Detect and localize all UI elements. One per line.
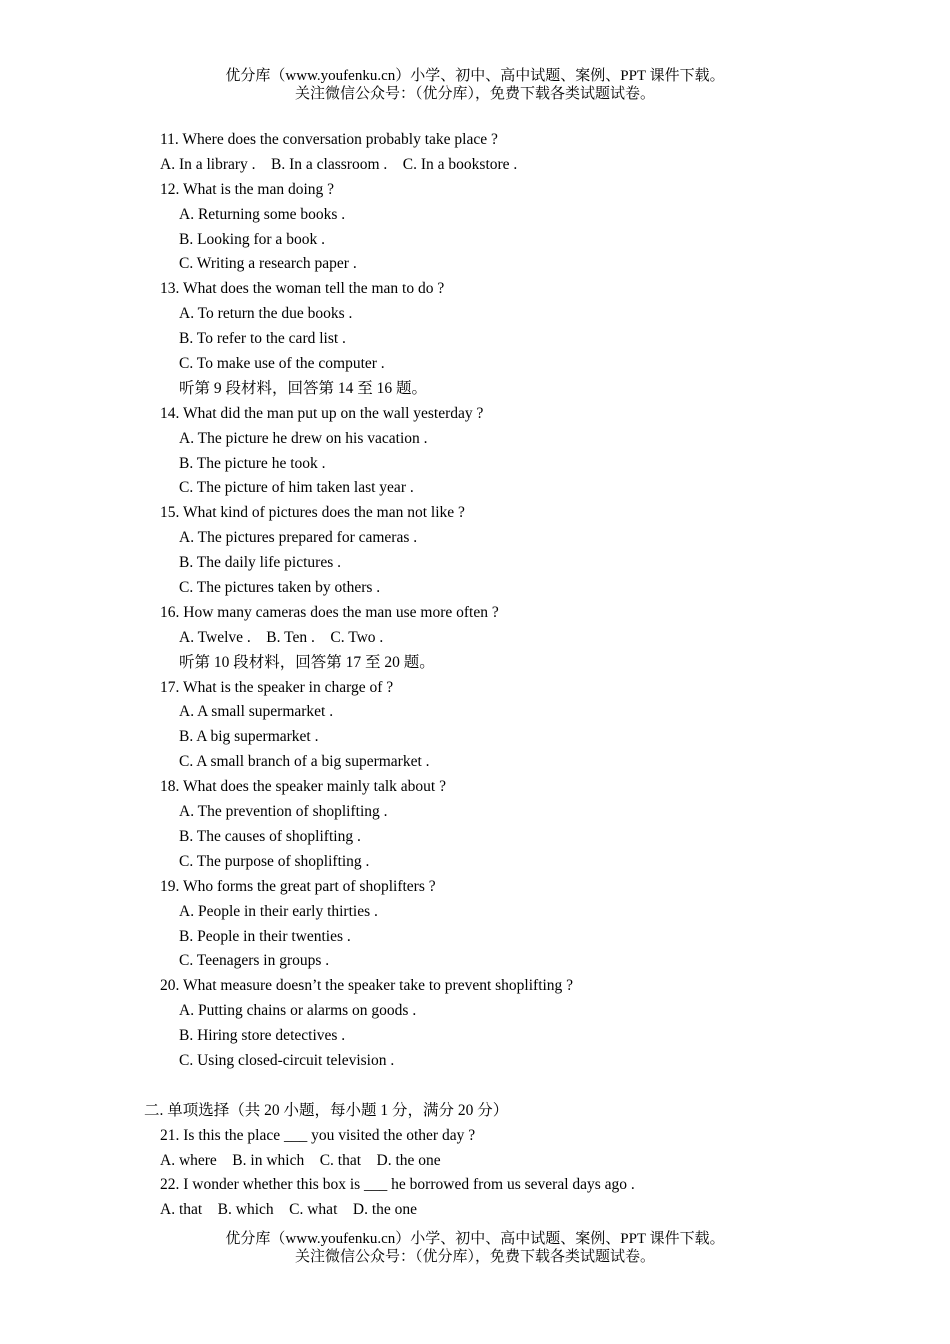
question-16-options: A. Twelve . B. Ten . C. Two .	[179, 628, 384, 646]
question-18: 18. What does the speaker mainly talk about ?	[160, 778, 446, 796]
question-17-option-a: A. A small supermarket .	[179, 703, 334, 721]
page-header	[0, 67, 950, 103]
question-14-option-a: A. The picture he drew on his vacation .	[179, 429, 428, 447]
question-22-options: A. that B. which C. what D. the one	[160, 1201, 418, 1219]
page-footer	[0, 1230, 950, 1266]
question-12-option-a: A. Returning some books .	[179, 205, 346, 223]
question-15-option-c: C. The pictures taken by others .	[179, 579, 381, 597]
question-17-option-b: B. A big supermarket .	[179, 728, 319, 746]
footer-line-1: 优分库（www.youfenku.cn）小学、初中、高中试题、案例、PPT 课件下载。	[225, 1231, 725, 1247]
question-19: 19. Who forms the great part of shoplifters ?	[160, 877, 436, 895]
question-14-option-b: B. The picture he took .	[179, 454, 326, 472]
question-13-option-b: B. To refer to the card list .	[179, 330, 346, 348]
question-14-option-c: C. The picture of him taken last year .	[179, 479, 414, 497]
listening-instruction-9: 听第 9 段材料，回答第 14 至 16 题。	[179, 379, 428, 397]
question-15-option-a: A. The pictures prepared for cameras .	[179, 529, 418, 547]
question-17: 17. What is the speaker in charge of ?	[160, 678, 394, 696]
question-20: 20. What measure doesn’t the speaker take to prevent shoplifting ?	[160, 977, 574, 995]
question-15: 15. What kind of pictures does the man not like ?	[160, 504, 465, 522]
question-19-option-c: C. Teenagers in groups .	[179, 952, 330, 970]
question-20-option-b: B. Hiring store detectives .	[179, 1027, 346, 1045]
question-18-option-c: C. The purpose of shoplifting .	[179, 852, 370, 870]
question-14: 14. What did the man put up on the wall yesterday ?	[160, 404, 484, 422]
section-gap	[160, 1074, 860, 1099]
question-13-option-c: C. To make use of the computer .	[179, 355, 385, 373]
question-19-option-b: B. People in their twenties .	[179, 927, 351, 945]
question-12-option-b: B. Looking for a book .	[179, 230, 325, 248]
question-11: 11. Where does the conversation probably take place ?	[160, 131, 498, 148]
question-21-options: A. where B. in which C. that D. the one	[160, 1151, 441, 1169]
question-20-option-c: C. Using closed-circuit television .	[179, 1051, 395, 1069]
question-12: 12. What is the man doing ?	[160, 180, 335, 198]
question-13: 13. What does the woman tell the man to do ?	[160, 280, 445, 298]
header-line-2: 关注微信公众号：（优分库），免费下载各类试题试卷。	[294, 86, 655, 102]
footer-line-2: 关注微信公众号：（优分库），免费下载各类试题试卷。	[294, 1249, 655, 1265]
question-20-option-a: A. Putting chains or alarms on goods .	[179, 1002, 417, 1020]
exam-content	[144, 128, 860, 1223]
header-line-1: 优分库（www.youfenku.cn）小学、初中、高中试题、案例、PPT 课件下载。	[225, 68, 725, 84]
question-15-option-b: B. The daily life pictures .	[179, 554, 341, 572]
question-16: 16. How many cameras does the man use more often ?	[160, 603, 499, 621]
question-21: 21. Is this the place ___ you visited the other day ?	[160, 1126, 476, 1144]
question-18-option-b: B. The causes of shoplifting .	[179, 827, 361, 845]
question-19-option-a: A. People in their early thirties .	[179, 902, 378, 920]
listening-instruction-10: 听第 10 段材料，回答第 17 至 20 题。	[179, 653, 435, 671]
question-17-option-c: C. A small branch of a big supermarket .	[179, 753, 430, 771]
question-22: 22. I wonder whether this box is ___ he borrowed from us several days ago .	[160, 1176, 635, 1194]
question-18-option-a: A. The prevention of shoplifting .	[179, 803, 388, 821]
question-12-option-c: C. Writing a research paper .	[179, 255, 357, 273]
section-title-multiple-choice: 二. 单项选择（共 20 小题，每小题 1 分，满分 20 分）	[144, 1101, 509, 1119]
question-11-options: A. In a library . B. In a classroom . C. In a bookstore .	[160, 155, 518, 173]
question-13-option-a: A. To return the due books .	[179, 305, 353, 323]
